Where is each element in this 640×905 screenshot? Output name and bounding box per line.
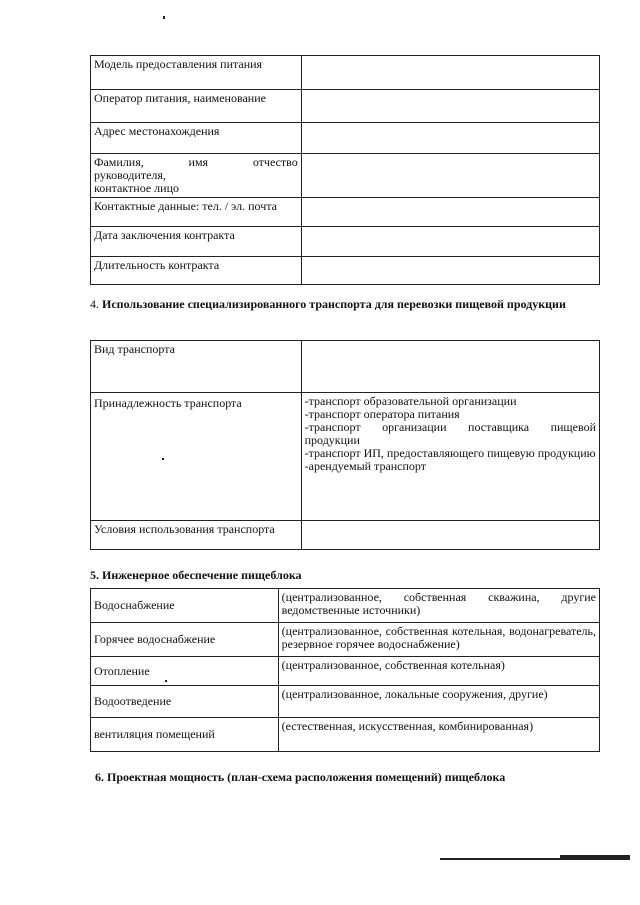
row-label: Вид транспорта (91, 341, 302, 393)
section-number: 4. (90, 297, 99, 311)
table-row (91, 623, 600, 657)
table-row (91, 521, 600, 550)
scan-speck (165, 680, 167, 682)
scan-speck (163, 16, 165, 19)
option-item: -транспорт оператора питания (304, 407, 460, 421)
option-item: -транспорт организации поставщика пищевой продукции (304, 420, 596, 447)
engineering-table (90, 588, 600, 752)
row-value (301, 56, 599, 90)
scan-edge-line (440, 858, 630, 860)
scan-speck (162, 458, 164, 460)
row-label-fio (91, 154, 302, 198)
table-row (91, 154, 600, 198)
row-label: Длительность контракта (91, 257, 302, 285)
row-label: Водоотведение (91, 686, 279, 718)
section-title: Использование специализированного транспорта для перевозки пищевой продукции (102, 297, 566, 311)
row-value: (централизованное, собственная котельная) (278, 657, 599, 686)
transport-table (90, 340, 600, 550)
fio-line: контактное лицо (94, 181, 180, 195)
row-value (301, 154, 599, 198)
option-item: -арендуемый транспорт (304, 459, 427, 473)
option-item: -транспорт образовательной организации (304, 394, 517, 408)
fio-word: отчество (252, 155, 298, 169)
row-label: Отопление (91, 657, 279, 686)
table-row (91, 686, 600, 718)
table-row (91, 589, 600, 623)
section-5-heading: 5. Инженерное обеспечение пищеблока (90, 568, 302, 582)
row-label: Адрес местонахождения (91, 123, 302, 154)
fio-line: руководителя, (94, 168, 166, 182)
table-row (91, 257, 600, 285)
row-label: Контактные данные: тел. / эл. почта (91, 198, 302, 227)
table-row (91, 90, 600, 123)
row-value (301, 341, 599, 393)
row-label: вентиляция помещений (91, 718, 279, 752)
table-row (91, 718, 600, 752)
row-label: Условия использования транспорта (91, 521, 302, 550)
table-row (91, 393, 600, 521)
row-value: (централизованное, локальные сооружения, другие) (278, 686, 599, 718)
row-label: Водоснабжение (91, 589, 279, 623)
row-value (301, 227, 599, 257)
section-4-heading (90, 298, 600, 311)
row-value: (централизованное, собственная котельная, водонагреватель, резервное горячее водоснабжение) (278, 623, 599, 657)
row-label: Модель предоставления питания (91, 56, 302, 90)
row-value (301, 257, 599, 285)
row-label: Горячее водоснабжение (91, 623, 279, 657)
row-value (301, 90, 599, 123)
row-label: Принадлежность транспорта (91, 393, 302, 521)
scan-edge-line (560, 855, 630, 858)
fio-word: Фамилия, (94, 155, 144, 169)
option-item: -транспорт ИП, предоставляющего пищевую продукцию (304, 446, 596, 460)
table-row (91, 227, 600, 257)
row-value: (централизованное, собственная скважина, другие ведомственные источники) (278, 589, 599, 623)
table-row (91, 341, 600, 393)
row-value (301, 123, 599, 154)
row-label: Оператор питания, наименование (91, 90, 302, 123)
catering-info-table (90, 55, 600, 285)
table-row (91, 56, 600, 90)
transport-options (301, 393, 599, 521)
fio-word: имя (188, 155, 209, 169)
row-value: (естественная, искусственная, комбинированная) (278, 718, 599, 752)
table-row (91, 123, 600, 154)
row-value (301, 198, 599, 227)
table-row (91, 198, 600, 227)
row-value (301, 521, 599, 550)
section-6-heading: 6. Проектная мощность (план-схема расположения помещений) пищеблока (95, 770, 506, 784)
row-label: Дата заключения контракта (91, 227, 302, 257)
